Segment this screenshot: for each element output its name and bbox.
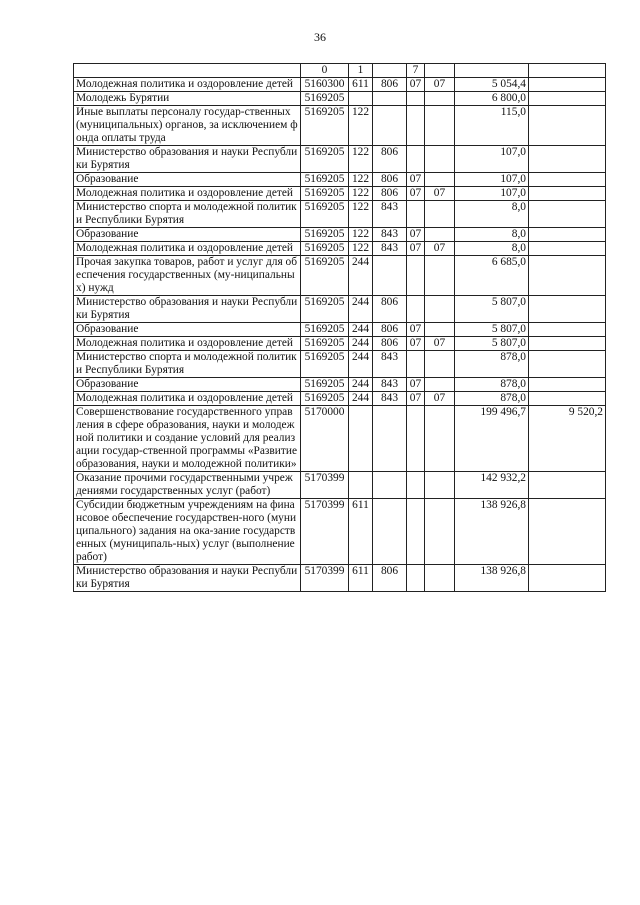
row-section: 07: [407, 228, 425, 242]
row-administrator-code: 843: [373, 201, 407, 228]
row-amount: 138 926,8: [455, 499, 529, 565]
row-name: Иные выплаты персоналу государ-ственных (муниципальных) органов, за исключением фонда оплаты труда: [74, 106, 301, 146]
row-name: Молодежная политика и оздоровление детей: [74, 78, 301, 92]
row-amount: 6 800,0: [455, 92, 529, 106]
row-amount: 142 932,2: [455, 472, 529, 499]
row-section: [407, 106, 425, 146]
row-subsection: [425, 92, 455, 106]
row-subsection: [425, 173, 455, 187]
row-section: [407, 92, 425, 106]
row-name: Образование: [74, 323, 301, 337]
row-subsection: 07: [425, 337, 455, 351]
row-name: Субсидии бюджетным учреждениям на финансовое обеспечение государствен-ного (муниципального) задания на ока-зание государственных (муниципаль-ных) услуг (выполнение работ): [74, 499, 301, 565]
table-row: [74, 242, 606, 256]
row-amount: 8,0: [455, 242, 529, 256]
table-row: [74, 228, 606, 242]
row-amount-secondary: [529, 323, 606, 337]
row-amount-secondary: [529, 256, 606, 296]
row-section: 07: [407, 337, 425, 351]
table-row: [74, 173, 606, 187]
row-subsection: [425, 106, 455, 146]
row-amount-secondary: [529, 187, 606, 201]
row-expense-type: [349, 406, 373, 472]
row-target-code: 5169205: [301, 146, 349, 173]
row-expense-type: [349, 92, 373, 106]
row-expense-type: 611: [349, 499, 373, 565]
row-section: [407, 499, 425, 565]
header-cell-vr: 1: [349, 64, 373, 78]
row-amount: 5 807,0: [455, 337, 529, 351]
row-expense-type: 122: [349, 146, 373, 173]
row-administrator-code: [373, 472, 407, 499]
row-subsection: 07: [425, 242, 455, 256]
row-target-code: 5169205: [301, 378, 349, 392]
row-name: Министерство образования и науки Республики Бурятия: [74, 296, 301, 323]
row-name: Образование: [74, 228, 301, 242]
row-subsection: [425, 565, 455, 592]
row-administrator-code: [373, 256, 407, 296]
row-expense-type: 122: [349, 173, 373, 187]
row-target-code: 5169205: [301, 187, 349, 201]
row-administrator-code: 806: [373, 323, 407, 337]
row-amount: 8,0: [455, 201, 529, 228]
row-amount: 107,0: [455, 146, 529, 173]
row-section: [407, 351, 425, 378]
header-cell-name: [74, 64, 301, 78]
row-administrator-code: 806: [373, 296, 407, 323]
row-subsection: [425, 351, 455, 378]
row-target-code: 5170000: [301, 406, 349, 472]
row-expense-type: 122: [349, 187, 373, 201]
row-subsection: [425, 472, 455, 499]
row-target-code: 5169205: [301, 228, 349, 242]
row-administrator-code: 806: [373, 187, 407, 201]
row-section: [407, 406, 425, 472]
row-subsection: [425, 201, 455, 228]
header-cell-sum2: [529, 64, 606, 78]
row-amount-secondary: [529, 92, 606, 106]
row-amount-secondary: [529, 146, 606, 173]
table-row: [74, 187, 606, 201]
row-amount: 107,0: [455, 173, 529, 187]
table-row: [74, 337, 606, 351]
row-amount: 878,0: [455, 378, 529, 392]
row-section: [407, 146, 425, 173]
row-expense-type: 244: [349, 296, 373, 323]
row-subsection: [425, 256, 455, 296]
row-administrator-code: 806: [373, 173, 407, 187]
row-target-code: 5169205: [301, 296, 349, 323]
row-administrator-code: 806: [373, 78, 407, 92]
column-number-row: [74, 64, 606, 78]
table-row: [74, 296, 606, 323]
table-row: [74, 565, 606, 592]
row-amount: 878,0: [455, 392, 529, 406]
row-administrator-code: 843: [373, 351, 407, 378]
header-cell-rz: 7: [407, 64, 425, 78]
row-administrator-code: 843: [373, 392, 407, 406]
page-number: 36: [314, 30, 326, 44]
row-subsection: 07: [425, 78, 455, 92]
row-amount-secondary: [529, 242, 606, 256]
row-subsection: 07: [425, 392, 455, 406]
row-subsection: [425, 146, 455, 173]
row-name: Молодежь Бурятии: [74, 92, 301, 106]
row-section: [407, 472, 425, 499]
row-target-code: 5170399: [301, 499, 349, 565]
row-subsection: 07: [425, 187, 455, 201]
row-name: Оказание прочими государственными учреждениями государственных услуг (работ): [74, 472, 301, 499]
header-cell-code: 0: [301, 64, 349, 78]
row-amount-secondary: [529, 392, 606, 406]
row-amount: 115,0: [455, 106, 529, 146]
row-section: [407, 256, 425, 296]
row-amount-secondary: [529, 337, 606, 351]
table-row: [74, 146, 606, 173]
table-row: [74, 106, 606, 146]
row-amount-secondary: [529, 78, 606, 92]
row-administrator-code: [373, 106, 407, 146]
row-administrator-code: 806: [373, 337, 407, 351]
row-name: Образование: [74, 378, 301, 392]
row-expense-type: 244: [349, 337, 373, 351]
row-administrator-code: [373, 92, 407, 106]
row-amount-secondary: [529, 499, 606, 565]
row-administrator-code: 843: [373, 378, 407, 392]
row-section: 07: [407, 187, 425, 201]
table-row: [74, 323, 606, 337]
row-amount: 138 926,8: [455, 565, 529, 592]
row-amount-secondary: [529, 296, 606, 323]
row-amount: 6 685,0: [455, 256, 529, 296]
row-subsection: [425, 406, 455, 472]
row-amount: 878,0: [455, 351, 529, 378]
row-target-code: 5170399: [301, 472, 349, 499]
row-target-code: 5169205: [301, 201, 349, 228]
row-target-code: 5169205: [301, 256, 349, 296]
header-cell-pr: [425, 64, 455, 78]
row-amount-secondary: 9 520,2: [529, 406, 606, 472]
row-amount: 5 054,4: [455, 78, 529, 92]
table-row: [74, 78, 606, 92]
row-name: Министерство спорта и молодежной политики Республики Бурятия: [74, 201, 301, 228]
row-subsection: [425, 499, 455, 565]
row-name: Министерство образования и науки Республики Бурятия: [74, 565, 301, 592]
row-target-code: 5169205: [301, 392, 349, 406]
row-amount-secondary: [529, 106, 606, 146]
row-section: 07: [407, 173, 425, 187]
row-amount: 5 807,0: [455, 296, 529, 323]
table-row: [74, 92, 606, 106]
row-target-code: 5169205: [301, 92, 349, 106]
table-row: [74, 378, 606, 392]
row-amount-secondary: [529, 378, 606, 392]
row-target-code: 5169205: [301, 173, 349, 187]
header-cell-sum1: [455, 64, 529, 78]
row-target-code: 5169205: [301, 337, 349, 351]
row-expense-type: 244: [349, 351, 373, 378]
row-target-code: 5170399: [301, 565, 349, 592]
row-subsection: [425, 228, 455, 242]
row-name: Молодежная политика и оздоровление детей: [74, 392, 301, 406]
row-amount-secondary: [529, 201, 606, 228]
row-expense-type: 244: [349, 256, 373, 296]
row-amount-secondary: [529, 472, 606, 499]
row-expense-type: 122: [349, 242, 373, 256]
row-target-code: 5160300: [301, 78, 349, 92]
row-expense-type: [349, 472, 373, 499]
row-name: Молодежная политика и оздоровление детей: [74, 337, 301, 351]
row-section: [407, 296, 425, 323]
row-amount: 199 496,7: [455, 406, 529, 472]
row-amount-secondary: [529, 228, 606, 242]
row-administrator-code: 806: [373, 565, 407, 592]
row-administrator-code: 806: [373, 146, 407, 173]
row-administrator-code: [373, 499, 407, 565]
row-expense-type: 244: [349, 392, 373, 406]
row-expense-type: 244: [349, 323, 373, 337]
row-section: 07: [407, 392, 425, 406]
table-row: [74, 499, 606, 565]
row-expense-type: 122: [349, 228, 373, 242]
row-name: Совершенствование государственного управления в сфере образования, науки и молодежной политики и создание условий для реализации государ-ственной программы «Развитие образования, науки и молодежной политики»: [74, 406, 301, 472]
table-row: [74, 201, 606, 228]
table-row: [74, 406, 606, 472]
row-name: Молодежная политика и оздоровление детей: [74, 187, 301, 201]
header-cell-grbs: [373, 64, 407, 78]
row-subsection: [425, 378, 455, 392]
row-administrator-code: 843: [373, 228, 407, 242]
row-section: 07: [407, 378, 425, 392]
row-name: Министерство спорта и молодежной политики Республики Бурятия: [74, 351, 301, 378]
row-expense-type: 122: [349, 201, 373, 228]
row-amount-secondary: [529, 173, 606, 187]
row-target-code: 5169205: [301, 351, 349, 378]
row-subsection: [425, 323, 455, 337]
row-expense-type: 244: [349, 378, 373, 392]
row-amount-secondary: [529, 565, 606, 592]
table-row: [74, 392, 606, 406]
row-section: [407, 201, 425, 228]
table-row: [74, 472, 606, 499]
row-target-code: 5169205: [301, 242, 349, 256]
table-row: [74, 351, 606, 378]
row-section: 07: [407, 242, 425, 256]
row-expense-type: 611: [349, 78, 373, 92]
row-name: Прочая закупка товаров, работ и услуг для обеспечения государственных (му-ниципальных) нужд: [74, 256, 301, 296]
budget-table-body: [74, 64, 606, 592]
row-section: 07: [407, 323, 425, 337]
row-amount-secondary: [529, 351, 606, 378]
row-target-code: 5169205: [301, 323, 349, 337]
row-administrator-code: [373, 406, 407, 472]
row-amount: 8,0: [455, 228, 529, 242]
row-subsection: [425, 296, 455, 323]
row-expense-type: 122: [349, 106, 373, 146]
row-name: Министерство образования и науки Республики Бурятия: [74, 146, 301, 173]
row-administrator-code: 843: [373, 242, 407, 256]
row-expense-type: 611: [349, 565, 373, 592]
row-amount: 5 807,0: [455, 323, 529, 337]
budget-table: [73, 63, 606, 592]
row-section: 07: [407, 78, 425, 92]
table-row: [74, 256, 606, 296]
row-name: Молодежная политика и оздоровление детей: [74, 242, 301, 256]
row-amount: 107,0: [455, 187, 529, 201]
row-name: Образование: [74, 173, 301, 187]
row-target-code: 5169205: [301, 106, 349, 146]
row-section: [407, 565, 425, 592]
